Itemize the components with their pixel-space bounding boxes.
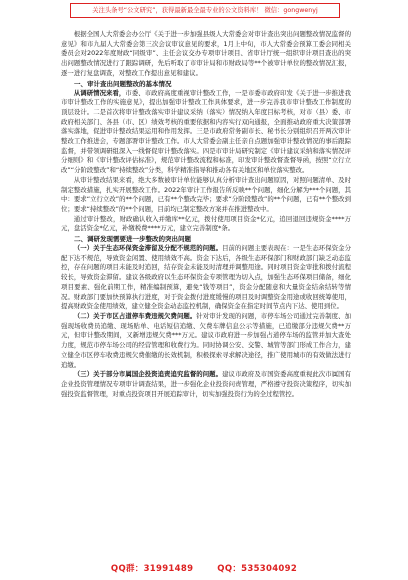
paragraph-lead: （二）关于市区占道停车费违规欠费问题。 xyxy=(73,311,197,320)
paragraph-text: 目前的问题主要表现在：一是生态环保资金分配下达不规范，导致资金闲置、使用绩效不高。资金下达后，各级生态环保部门和财政部门缺乏动态监控，存在问题的项目未能及时追回，结存资金未能及时清理并调整用途。同时项目资金审批和拨付流程较长，导致资金滞留。建议各级政府以生态环保资金专项管理为切入点，加强生态环保项目储备，细化项目要素、强化前期工作，精准编制预算，避免“钱等项目”，资金分配随意和大量资金结余结转等情况。财政部门要加快预算执行进度，对于资金拨付进度缓慢的项目及时调整资金用途或收回统筹使用，提高财政资金使用绩效，建立健全资金动态监控机制，确保资金在指定时间节点内下达、使用到位。 xyxy=(61,244,351,311)
body-paragraph xyxy=(61,30,351,79)
promo-banner: 关注头条号“公文研究”，获得最新最全最专业的公文资料库！ 微信：gongwenyj xyxy=(70,3,340,18)
paragraph-text: 一、审计查出问题整改的基本情况 xyxy=(74,79,172,88)
paragraph-text: 根据全国人大常委会办公厅《关于进一步加强县级人大常委会对审计查出突出问题整改情况监督的意见》和市九届人大常委会第三次会议审议意见的要求，1月上中旬，市人大常委会预算工委会同相关委员会对2022年度财政“同级审”、主任会议交办专项审计项目、省审计厅统一组织审计项目查出的突出问题整改情况进行了跟踪调研，先后听取了市审计局和市财政局等**个被审计单位的整改情况汇报，逐一进行复盘调查，对整改工作提出意见和建议。 xyxy=(61,30,351,77)
qq-group-label: QQ群：31991489 xyxy=(110,564,194,574)
body-paragraph xyxy=(61,370,351,399)
body-paragraph xyxy=(61,176,351,215)
footer-contact xyxy=(0,562,408,574)
section-heading xyxy=(61,79,351,89)
paragraph-lead: 从调研情况来看， xyxy=(73,88,126,97)
body-paragraph xyxy=(61,312,351,370)
paragraph-lead: （三）关于部分市属国企投资追责追究监督的问题。 xyxy=(73,370,223,379)
paragraph-text: 建议市政府及市国资委高度重视此次市属国有企业投资管理情况专项审计调查结果，进一步强化企业投资问责管理，严格遵守投资决策程序，切实加强投资监督管理，对重点投资项目开展追踪审计，切实加强投资行为的全过程管控。 xyxy=(61,370,351,398)
paragraph-text: 通过审计整改，财政确认收入并缴库**亿元，拨付使用项目资金*亿元，追回退回违规资金****万元，盘活资金*亿元，补缴税费****万元，建立完善制度*条。 xyxy=(61,214,351,233)
body-paragraph xyxy=(61,89,351,176)
paragraph-lead: （一）关于生态环保资金滞留及分配不规范的问题。 xyxy=(73,244,223,253)
paragraph-text: 市委、市政府高度重视审计整改工作，一是市委市政府印发《关于进一步推进我市审计整改工作的实施意见》，提出加强审计整改工作具体要求，进一步完善我市审计整改工作制度的顶层设计。二是首次将审计整改落实审计建议采纳（落实）情况纳入年度目标考核，对市（县）委、市政府相关部门、各县（市、区）绩效考核的重要依据和内容实行双向通报，全面推动政府重大决策部署落实落地，促进审计整改结果运用和作用发挥。三是市政府常务副市长、秘书长分别组织召开两次审计整改工作推进会，专题部署审计整改工作。市人大常委会副主任亲自点题加强审计整改情况的事后跟踪监督，并带领调研组深入一线督促审计整改落实。四是市审计局研究制定《审计建议采纳和落实情况评分细则》和《审计整改评估标准》，规范审计整改流程和标准，印发审计整改督查督导函，按照“立行立改”“分阶段整改”和“持续整改”分类，科学精准指导和推动各有关地区和单位落实整改。 xyxy=(61,88,351,175)
document-body xyxy=(61,30,351,399)
paragraph-text: 二、调研发现需要进一步整改的突出问题 xyxy=(74,235,191,244)
paragraph-text: 针对审计发现的问题，市停车场公司通过完善制度、加强现场收费员追缴、现场贴单、电话短信追缴、欠费车牌信息公示等措施，已追缴部分违规欠费**万元，但审计整改期间，又新增违规欠费***万元。建议市政府进一步加强占道停车场的监管并加大查处力度，规范市停车场公司的经营管理和收费行为。同时协调公安、交警、城管等部门形成工作合力，建立健全市区停车收费违规欠费催缴的长效机制，积极探索寻求解决途径，推广使用城市的有效做法进行追缴。 xyxy=(61,311,351,369)
qq-contact-label: QQ：535304092 xyxy=(217,564,298,574)
body-paragraph xyxy=(61,215,351,234)
paragraph-text: 从审计整改结果来看，绝大多数被审计单位能够认真分析审计查出问题原因，对照问题清单、及时制定整改措施，扎实开展整改工作。2022年审计工作报告所反映**个问题，细化分解为***个问题，其中：要求“立行立改”的**个问题，已有**个整改完毕；要求“分阶段整改”的**个问题，已有**个整改到位；要求“持续整改”的**个问题，目前均已制定整改方案并在推进整改中。 xyxy=(61,175,351,213)
section-heading xyxy=(61,234,351,244)
body-paragraph xyxy=(61,244,351,312)
